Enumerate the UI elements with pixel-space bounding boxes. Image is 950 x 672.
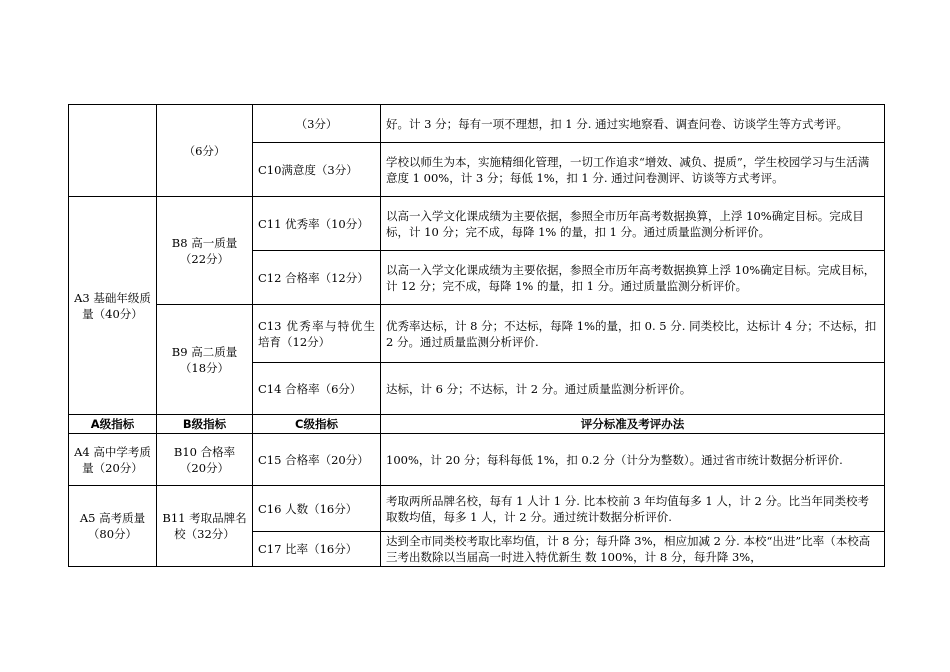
table-row: [69, 434, 885, 486]
table-row: [69, 305, 885, 363]
header-d: 评分标准及考评办法: [381, 415, 885, 434]
b-cell: B9 高二质量（18分）: [157, 305, 253, 415]
c-cell: C16 人数（16分）: [253, 486, 381, 532]
d-cell: 100%，计 20 分；每科每低 1%，扣 0.2 分（计分为整数）。通过省市统计数据分析评价.: [381, 434, 885, 486]
b-cell: B8 高一质量（22分）: [157, 197, 253, 305]
d-cell: 考取两所品牌名校，每有 1 人计 1 分. 比本校前 3 年均值每多 1 人，计 2 分。比当年同类校考取数均值，每多 1 人，计 2 分。通过统计数据分析评价.: [381, 486, 885, 532]
c-cell: C13 优秀率与特优生培育（12分）: [253, 305, 381, 363]
b-cell: B11 考取品牌名校（32分）: [157, 486, 253, 567]
d-cell: 达标，计 6 分；不达标，计 2 分。通过质量监测分析评价。: [381, 363, 885, 415]
c-cell: C15 合格率（20分）: [253, 434, 381, 486]
table-row: [69, 105, 885, 143]
d-cell: 优秀率达标，计 8 分；不达标，每降 1%的量，扣 0. 5 分. 同类校比，达标计 4 分；不达标，扣 2 分。通过质量监测分析评价.: [381, 305, 885, 363]
d-cell: 达到全市同类校考取比率均值，计 8 分；每升降 3%，相应加减 2 分. 本校“出进”比率（本校高三考出数除以当届高一时进入特优新生 数 100%，计 8 分，每升降 3%，: [381, 532, 885, 567]
d-cell: 以高一入学文化课成绩为主要依据，参照全市历年高考数据换算上浮 10%确定目标。完成目标，计 12 分；完不成，每降 1% 的量，扣 1 分。通过质量监测分析评价。: [381, 251, 885, 305]
evaluation-table: [68, 104, 885, 567]
table-row: [69, 486, 885, 532]
a-cell: A3 基础年级质量（40分）: [69, 197, 157, 415]
header-c: C级指标: [253, 415, 381, 434]
d-cell: 以高一入学文化课成绩为主要依据，参照全市历年高考数据换算，上浮 10%确定目标。完成目标，计 10 分；完不成，每降 1% 的量，扣 1 分。通过质量监测分析评价。: [381, 197, 885, 251]
a-cell: A5 高考质量（80分）: [69, 486, 157, 567]
a-cell-empty: [69, 105, 157, 197]
d-cell: 好。计 3 分；每有一项不理想，扣 1 分. 通过实地察看、调查问卷、访谈学生等方式考评。: [381, 105, 885, 143]
c-cell: C12 合格率（12分）: [253, 251, 381, 305]
table-row: [69, 197, 885, 251]
header-b: B级指标: [157, 415, 253, 434]
c-cell: C10满意度（3分）: [253, 143, 381, 197]
c-cell: C14 合格率（6分）: [253, 363, 381, 415]
c-cell: （3分）: [253, 105, 381, 143]
b-cell: （6分）: [157, 105, 253, 197]
d-cell: 学校以师生为本，实施精细化管理，一切工作追求“增效、减负、提质”，学生校园学习与生活满意度 1 00%，计 3 分；每低 1%，扣 1 分. 通过问卷测评、访谈等方式考评。: [381, 143, 885, 197]
a-cell: A4 高中学考质量（20分）: [69, 434, 157, 486]
header-a: A级指标: [69, 415, 157, 434]
c-cell: C11 优秀率（10分）: [253, 197, 381, 251]
table-header-row: [69, 415, 885, 434]
b-cell: B10 合格率（20分）: [157, 434, 253, 486]
c-cell: C17 比率（16分）: [253, 532, 381, 567]
